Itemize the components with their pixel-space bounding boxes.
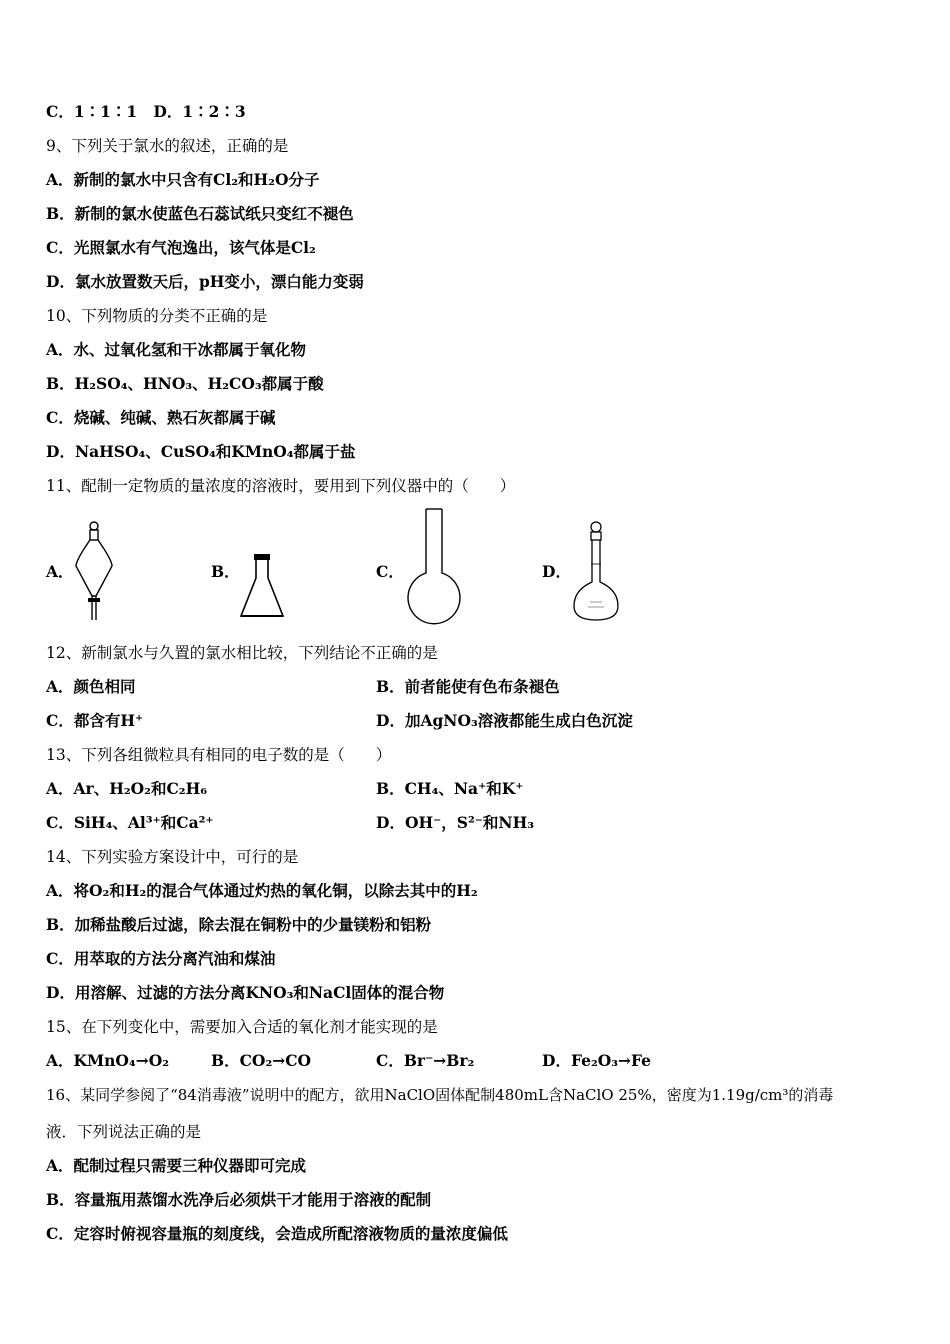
- q13-option-b: B．CH₄、Na⁺和K⁺: [376, 779, 524, 798]
- q16-option-c: C．定容时俯视容量瓶的刻度线，会造成所配溶液物质的量浓度偏低: [46, 1224, 508, 1243]
- q12-option-c: C．都含有H⁺: [46, 711, 144, 730]
- q14-stem: 14、下列实验方案设计中，可行的是: [46, 848, 299, 866]
- q10-option-b: B．H₂SO₄、HNO₃、H₂CO₃都属于酸: [46, 374, 324, 393]
- q11-option-d-label: D．: [542, 562, 571, 581]
- q11-stem: 11、配制一定物质的量浓度的溶液时，要用到下列仪器中的（ ）: [46, 477, 516, 495]
- q13-option-a: A．Ar、H₂O₂和C₂H₆: [46, 779, 208, 798]
- q14-option-d: D．用溶解、过滤的方法分离KNO₃和NaCl固体的混合物: [46, 983, 445, 1002]
- q14-option-c: C．用萃取的方法分离汽油和煤油: [46, 949, 276, 968]
- q11-option-c-label: C．: [376, 562, 404, 581]
- q9-option-c: C．光照氯水有气泡逸出，该气体是Cl₂: [46, 238, 316, 257]
- q15-option-d: D．Fe₂O₃→Fe: [542, 1051, 652, 1070]
- q10-option-a: A．水、过氧化氢和干冰都属于氧化物: [46, 340, 307, 359]
- separatory-funnel-icon: [72, 520, 116, 622]
- q10-option-c: C．烧碱、纯碱、熟石灰都属于碱: [46, 408, 276, 427]
- q13-option-d: D．OH⁻，S²⁻和NH₃: [376, 813, 535, 832]
- q12-option-a: A．颜色相同: [46, 677, 136, 696]
- q13-stem: 13、下列各组微粒具有相同的电子数的是（ ）: [46, 746, 392, 764]
- q11-option-b-label: B．: [211, 562, 240, 581]
- q15-option-a: A．KMnO₄→O₂: [46, 1051, 169, 1070]
- q12-option-d: D．加AgNO₃溶液都能生成白色沉淀: [376, 711, 633, 730]
- conical-flask-icon: [237, 552, 287, 622]
- q12-stem: 12、新制氯水与久置的氯水相比较，下列结论不正确的是: [46, 644, 438, 662]
- q8-options: [46, 102, 246, 122]
- q16-stem-line2: 液．下列说法正确的是: [46, 1123, 202, 1141]
- q9-option-b: B．新制的氯水使蓝色石蕊试纸只变红不褪色: [46, 204, 354, 223]
- q13-option-c: C．SiH₄、Al³⁺和Ca²⁺: [46, 813, 214, 832]
- q9-stem: 9、下列关于氯水的叙述，正确的是: [46, 137, 289, 155]
- q9-option-d: D．氯水放置数天后，pH变小，漂白能力变弱: [46, 272, 364, 291]
- q14-option-a: A．将O₂和H₂的混合气体通过灼热的氧化铜，以除去其中的H₂: [46, 881, 478, 900]
- q16-option-b: B．容量瓶用蒸馏水洗净后必须烘干才能用于溶液的配制: [46, 1190, 432, 1209]
- q16-option-a: A．配制过程只需要三种仪器即可完成: [46, 1156, 307, 1175]
- q14-option-b: B．加稀盐酸后过滤，除去混在铜粉中的少量镁粉和铝粉: [46, 915, 432, 934]
- q11-option-a-label: A．: [46, 562, 74, 581]
- q15-option-b: B．CO₂→CO: [211, 1051, 312, 1070]
- volumetric-flask-icon: [570, 518, 622, 624]
- q15-stem: 15、在下列变化中，需要加入合适的氧化剂才能实现的是: [46, 1018, 438, 1036]
- q12-option-b: B．前者能使有色布条褪色: [376, 677, 560, 696]
- q15-option-c: C．Br⁻→Br₂: [376, 1051, 475, 1070]
- q8-option-c: C．1∶1∶1: [46, 102, 138, 121]
- q8-option-d: D．1∶2∶3: [153, 102, 246, 121]
- q16-stem-line1: 16、某同学参阅了“84消毒液”说明中的配方，欲用NaClO固体配制480mL含NaClO 25%，密度为1.19g/cm³的消毒: [46, 1086, 834, 1104]
- round-bottom-flask-icon: [404, 507, 464, 625]
- q10-stem: 10、下列物质的分类不正确的是: [46, 307, 268, 325]
- q10-option-d: D．NaHSO₄、CuSO₄和KMnO₄都属于盐: [46, 442, 356, 461]
- q9-option-a: A．新制的氯水中只含有Cl₂和H₂O分子: [46, 170, 320, 189]
